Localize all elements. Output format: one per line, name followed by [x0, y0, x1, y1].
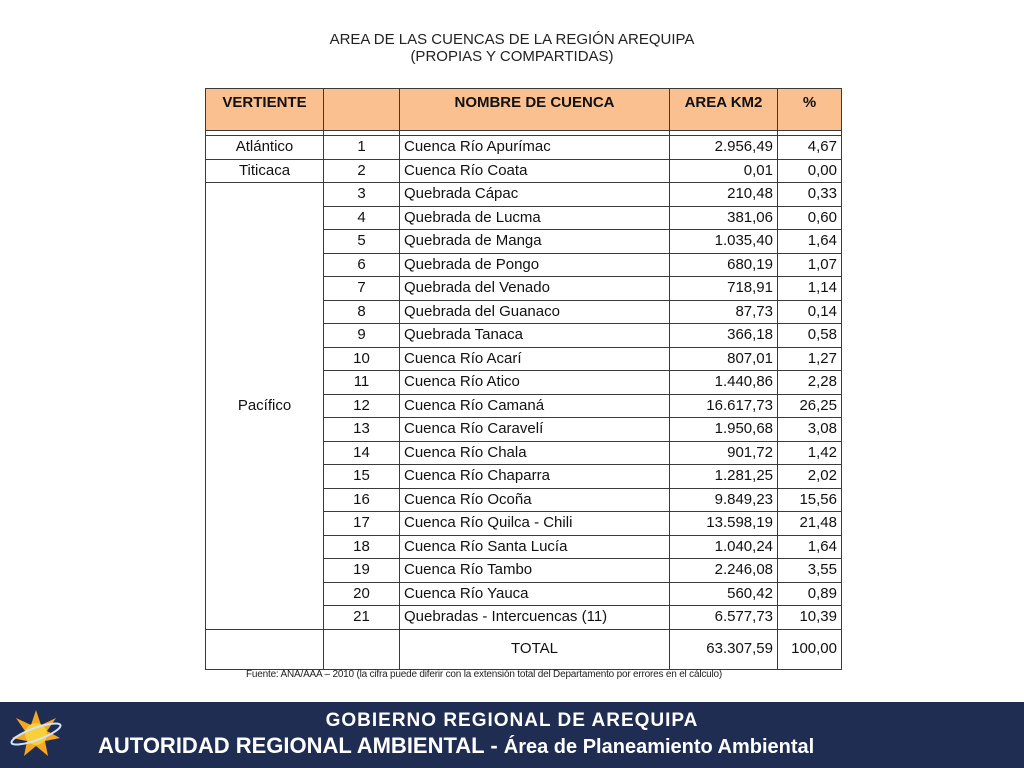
- pct-cell: 0,89: [778, 582, 842, 606]
- area-cell: 9.849,23: [670, 488, 778, 512]
- total-area: 63.307,59: [670, 629, 778, 669]
- footer-org-name: GOBIERNO REGIONAL DE AREQUIPA: [325, 710, 699, 731]
- area-cell: 1.040,24: [670, 535, 778, 559]
- area-cell: 807,01: [670, 347, 778, 371]
- footer-authority-sub: Área de Planeamiento Ambiental: [503, 736, 815, 758]
- pct-cell: 1,27: [778, 347, 842, 371]
- number-cell: 20: [324, 582, 400, 606]
- pct-cell: 2,02: [778, 465, 842, 489]
- name-cell: Cuenca Río Acarí: [400, 347, 670, 371]
- area-cell: 0,01: [670, 159, 778, 183]
- total-row: [206, 629, 842, 669]
- name-cell: Quebradas - Intercuencas (11): [400, 606, 670, 630]
- number-cell: 9: [324, 324, 400, 348]
- area-cell: 2.956,49: [670, 136, 778, 160]
- pct-cell: 15,56: [778, 488, 842, 512]
- number-cell: 21: [324, 606, 400, 630]
- vertiente-cell: Pacífico: [206, 183, 324, 630]
- pct-cell: 1,42: [778, 441, 842, 465]
- header-area: AREA KM2: [670, 89, 778, 131]
- area-cell: 381,06: [670, 206, 778, 230]
- number-cell: 3: [324, 183, 400, 207]
- vertiente-cell: Titicaca: [206, 159, 324, 183]
- header-vertiente: VERTIENTE: [206, 89, 324, 131]
- number-cell: 17: [324, 512, 400, 536]
- number-cell: 7: [324, 277, 400, 301]
- number-cell: 19: [324, 559, 400, 583]
- area-cell: 1.281,25: [670, 465, 778, 489]
- total-pct: 100,00: [778, 629, 842, 669]
- pct-cell: 3,55: [778, 559, 842, 583]
- basin-table-wrap: [205, 88, 842, 670]
- pct-cell: 10,39: [778, 606, 842, 630]
- pct-cell: 0,14: [778, 300, 842, 324]
- total-empty-cell: [324, 629, 400, 669]
- area-cell: 2.246,08: [670, 559, 778, 583]
- header-number: [324, 89, 400, 131]
- name-cell: Cuenca Río Camaná: [400, 394, 670, 418]
- pct-cell: 4,67: [778, 136, 842, 160]
- vertiente-cell: Atlántico: [206, 136, 324, 160]
- number-cell: 10: [324, 347, 400, 371]
- area-cell: 1.440,86: [670, 371, 778, 395]
- name-cell: Cuenca Río Apurímac: [400, 136, 670, 160]
- number-cell: 15: [324, 465, 400, 489]
- pct-cell: 0,58: [778, 324, 842, 348]
- table-row: [206, 136, 842, 160]
- number-cell: 1: [324, 136, 400, 160]
- name-cell: Cuenca Río Atico: [400, 371, 670, 395]
- area-cell: 901,72: [670, 441, 778, 465]
- area-cell: 210,48: [670, 183, 778, 207]
- pct-cell: 1,14: [778, 277, 842, 301]
- number-cell: 16: [324, 488, 400, 512]
- page-subtitle: (PROPIAS Y COMPARTIDAS): [410, 48, 614, 65]
- area-cell: 560,42: [670, 582, 778, 606]
- header-nombre: NOMBRE DE CUENCA: [400, 89, 670, 131]
- name-cell: Cuenca Río Chaparra: [400, 465, 670, 489]
- number-cell: 2: [324, 159, 400, 183]
- pct-cell: 0,60: [778, 206, 842, 230]
- table-header-row: [206, 89, 842, 131]
- number-cell: 5: [324, 230, 400, 254]
- name-cell: Quebrada del Guanaco: [400, 300, 670, 324]
- source-note: Fuente: ANA/AAA – 2010 (la cifra puede diferir con la extensión total del Departamento por errores en el cálculo): [246, 669, 723, 680]
- number-cell: 14: [324, 441, 400, 465]
- table-row: [206, 183, 842, 207]
- area-cell: 718,91: [670, 277, 778, 301]
- table-row: [206, 159, 842, 183]
- area-cell: 1.035,40: [670, 230, 778, 254]
- name-cell: Quebrada Cápac: [400, 183, 670, 207]
- footer-banner: [0, 702, 1024, 768]
- name-cell: Cuenca Río Coata: [400, 159, 670, 183]
- number-cell: 11: [324, 371, 400, 395]
- number-cell: 4: [324, 206, 400, 230]
- area-cell: 16.617,73: [670, 394, 778, 418]
- name-cell: Cuenca Río Tambo: [400, 559, 670, 583]
- pct-cell: 1,64: [778, 535, 842, 559]
- header-pct: %: [778, 89, 842, 131]
- total-label: TOTAL: [400, 629, 670, 669]
- area-cell: 1.950,68: [670, 418, 778, 442]
- pct-cell: 21,48: [778, 512, 842, 536]
- name-cell: Quebrada de Manga: [400, 230, 670, 254]
- name-cell: Quebrada de Lucma: [400, 206, 670, 230]
- pct-cell: 3,08: [778, 418, 842, 442]
- title-block: [0, 31, 1024, 65]
- footer-authority-main: AUTORIDAD REGIONAL AMBIENTAL -: [98, 733, 504, 758]
- name-cell: Cuenca Río Caravelí: [400, 418, 670, 442]
- area-cell: 6.577,73: [670, 606, 778, 630]
- number-cell: 13: [324, 418, 400, 442]
- pct-cell: 0,00: [778, 159, 842, 183]
- footer-authority: [98, 733, 814, 759]
- page-title: AREA DE LAS CUENCAS DE LA REGIÓN AREQUIPA: [329, 31, 695, 48]
- number-cell: 6: [324, 253, 400, 277]
- basin-table: [205, 88, 842, 670]
- name-cell: Quebrada Tanaca: [400, 324, 670, 348]
- area-cell: 680,19: [670, 253, 778, 277]
- area-cell: 366,18: [670, 324, 778, 348]
- area-cell: 13.598,19: [670, 512, 778, 536]
- name-cell: Cuenca Río Ocoña: [400, 488, 670, 512]
- name-cell: Cuenca Río Yauca: [400, 582, 670, 606]
- name-cell: Quebrada del Venado: [400, 277, 670, 301]
- number-cell: 18: [324, 535, 400, 559]
- pct-cell: 2,28: [778, 371, 842, 395]
- area-cell: 87,73: [670, 300, 778, 324]
- name-cell: Cuenca Río Santa Lucía: [400, 535, 670, 559]
- number-cell: 12: [324, 394, 400, 418]
- name-cell: Cuenca Río Chala: [400, 441, 670, 465]
- number-cell: 8: [324, 300, 400, 324]
- total-empty-cell: [206, 629, 324, 669]
- pct-cell: 1,07: [778, 253, 842, 277]
- name-cell: Quebrada de Pongo: [400, 253, 670, 277]
- pct-cell: 26,25: [778, 394, 842, 418]
- pct-cell: 0,33: [778, 183, 842, 207]
- name-cell: Cuenca Río Quilca - Chili: [400, 512, 670, 536]
- pct-cell: 1,64: [778, 230, 842, 254]
